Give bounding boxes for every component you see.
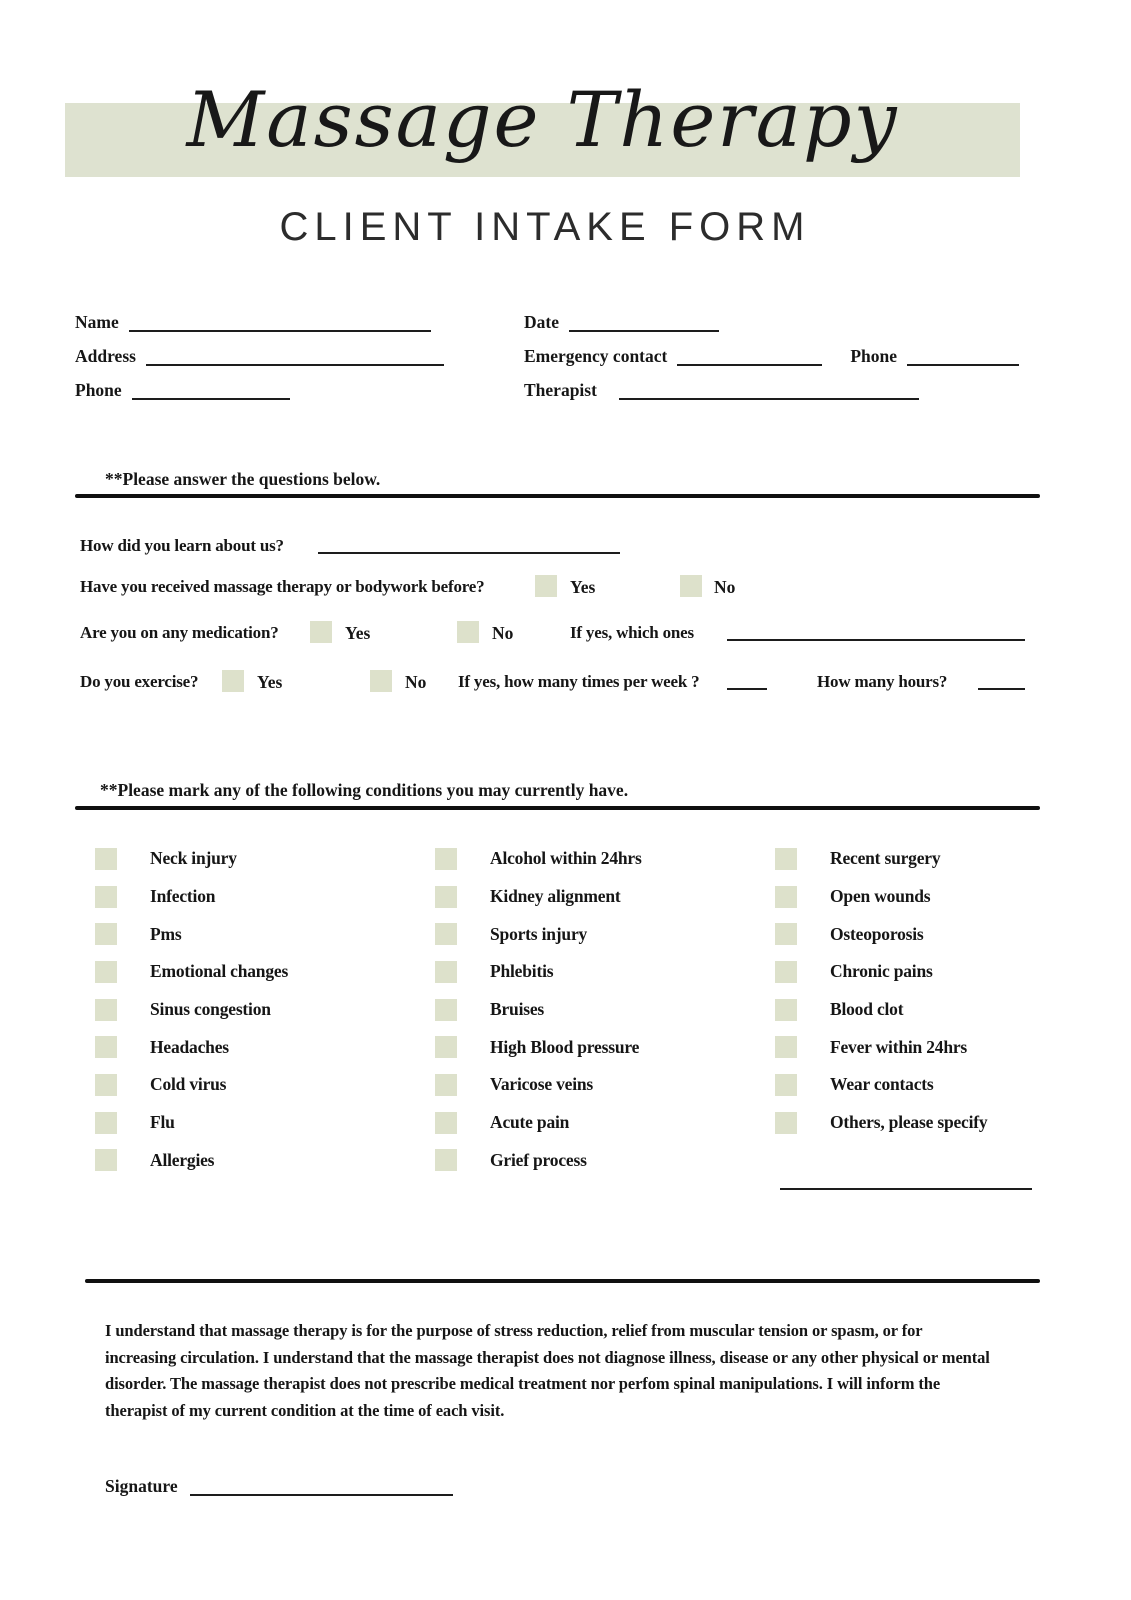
condition-item xyxy=(775,1028,987,1066)
condition-checkbox[interactable] xyxy=(95,923,117,945)
signature-line[interactable] xyxy=(190,1477,453,1496)
condition-label: Open wounds xyxy=(830,886,931,907)
question-exercise-row xyxy=(0,672,1131,698)
name-label: Name xyxy=(75,312,119,332)
condition-label: Infection xyxy=(150,886,216,907)
conditions-column-1 xyxy=(95,840,288,1179)
condition-label: Varicose veins xyxy=(490,1074,594,1095)
address-label: Address xyxy=(75,346,136,366)
exercise-yes-checkbox[interactable] xyxy=(222,670,244,692)
condition-item xyxy=(435,915,642,953)
condition-item xyxy=(775,878,987,916)
question-medication-row xyxy=(0,623,1131,649)
signature-row xyxy=(105,1474,453,1496)
section-divider xyxy=(75,806,1040,810)
condition-label: Allergies xyxy=(150,1149,215,1170)
phone-field-line[interactable] xyxy=(132,381,290,400)
condition-checkbox[interactable] xyxy=(435,999,457,1021)
form-subtitle: CLIENT INTAKE FORM xyxy=(279,205,811,249)
exercise-hours-label: How many hours? xyxy=(817,672,948,691)
emergency-phone-field-line[interactable] xyxy=(907,347,1019,366)
emergency-contact-field-row xyxy=(524,344,1019,366)
emergency-contact-label: Emergency contact xyxy=(524,346,668,366)
condition-checkbox[interactable] xyxy=(95,999,117,1021)
condition-label: Chronic pains xyxy=(830,961,933,982)
exercise-times-line[interactable] xyxy=(727,672,767,690)
question-received-label: Have you received massage therapy or bodywork before? xyxy=(80,577,485,596)
section-divider xyxy=(85,1279,1040,1283)
medication-no-label: No xyxy=(492,623,514,643)
condition-checkbox[interactable] xyxy=(435,1149,457,1171)
condition-label: Osteoporosis xyxy=(830,923,924,944)
condition-item xyxy=(95,1028,288,1066)
received-yes-label: Yes xyxy=(570,577,596,597)
condition-item xyxy=(435,953,642,991)
condition-checkbox[interactable] xyxy=(775,848,797,870)
condition-checkbox[interactable] xyxy=(95,886,117,908)
condition-label: Sinus congestion xyxy=(150,999,271,1020)
condition-item xyxy=(95,840,288,878)
question-medication-label: Are you on any medication? xyxy=(80,623,279,642)
phone-label: Phone xyxy=(75,380,122,400)
exercise-yes-label: Yes xyxy=(257,672,283,692)
condition-checkbox[interactable] xyxy=(435,848,457,870)
condition-item xyxy=(435,1104,642,1142)
condition-checkbox[interactable] xyxy=(775,1112,797,1134)
condition-checkbox[interactable] xyxy=(775,923,797,945)
date-field-row xyxy=(524,310,719,332)
condition-item xyxy=(435,1066,642,1104)
question-received-row xyxy=(0,577,1131,603)
received-no-checkbox[interactable] xyxy=(680,575,702,597)
condition-label: Phlebitis xyxy=(490,961,554,982)
condition-label: Alcohol within 24hrs xyxy=(490,848,642,869)
date-field-line[interactable] xyxy=(569,313,719,332)
condition-label: Pms xyxy=(150,923,182,944)
medication-yes-checkbox[interactable] xyxy=(310,621,332,643)
condition-item xyxy=(95,878,288,916)
name-field-row xyxy=(75,310,431,332)
conditions-column-2 xyxy=(435,840,642,1179)
condition-label: Bruises xyxy=(490,999,545,1020)
condition-label: Grief process xyxy=(490,1149,587,1170)
condition-checkbox[interactable] xyxy=(95,1036,117,1058)
emergency-phone-label: Phone xyxy=(850,346,898,366)
questions-section-note: **Please answer the questions below. xyxy=(105,469,381,489)
date-label: Date xyxy=(524,312,559,332)
condition-checkbox[interactable] xyxy=(435,1036,457,1058)
signature-label: Signature xyxy=(105,1476,178,1496)
condition-checkbox[interactable] xyxy=(435,1112,457,1134)
condition-label: Fever within 24hrs xyxy=(830,1036,968,1057)
condition-item xyxy=(95,915,288,953)
disclaimer-paragraph: I understand that massage therapy is for the purpose of stress reduction, relief from muscular tension or spasm, or for increasing circulation. I understand that the massage therapist does not diagnose illness, disease or any other physical or mental disorder. The massage therapist does not prescribe medical treatment nor perfom spinal manipulations. I will inform the therapist of my current condition at the time of each visit. xyxy=(105,1321,990,1420)
exercise-times-label: If yes, how many times per week ? xyxy=(458,672,700,691)
condition-checkbox[interactable] xyxy=(95,1149,117,1171)
condition-label: Flu xyxy=(150,1112,175,1133)
form-title-script: Massage Therapy xyxy=(186,75,899,164)
name-field-line[interactable] xyxy=(129,313,431,332)
condition-checkbox[interactable] xyxy=(775,1036,797,1058)
condition-checkbox[interactable] xyxy=(435,886,457,908)
condition-checkbox[interactable] xyxy=(435,923,457,945)
others-specify-line[interactable] xyxy=(780,1172,1032,1190)
address-field-row xyxy=(75,344,444,366)
exercise-no-checkbox[interactable] xyxy=(370,670,392,692)
condition-item xyxy=(775,953,987,991)
condition-item xyxy=(435,1142,642,1180)
condition-label: Recent surgery xyxy=(830,848,941,869)
emergency-contact-field-line[interactable] xyxy=(677,347,822,366)
condition-item xyxy=(775,991,987,1029)
condition-label: Cold virus xyxy=(150,1074,227,1095)
condition-item xyxy=(775,1066,987,1104)
received-no-label: No xyxy=(714,577,736,597)
condition-item xyxy=(435,991,642,1029)
condition-item xyxy=(95,1066,288,1104)
condition-label: Headaches xyxy=(150,1036,229,1057)
condition-item xyxy=(435,1028,642,1066)
medication-no-checkbox[interactable] xyxy=(457,621,479,643)
condition-item xyxy=(95,953,288,991)
condition-label: Sports injury xyxy=(490,923,588,944)
condition-checkbox[interactable] xyxy=(95,1112,117,1134)
condition-label: Blood clot xyxy=(830,999,904,1020)
condition-label: High Blood pressure xyxy=(490,1036,640,1057)
condition-item xyxy=(95,1104,288,1142)
question-learn-row xyxy=(0,536,1131,562)
therapist-field-line[interactable] xyxy=(619,381,919,400)
condition-label: Others, please specify xyxy=(830,1112,988,1133)
conditions-section-note: **Please mark any of the following conditions you may currently have. xyxy=(100,780,629,800)
question-exercise-label: Do you exercise? xyxy=(80,672,199,691)
condition-label: Neck injury xyxy=(150,848,237,869)
exercise-no-label: No xyxy=(405,672,427,692)
condition-label: Kidney alignment xyxy=(490,886,621,907)
condition-item xyxy=(775,1104,987,1142)
condition-checkbox[interactable] xyxy=(95,848,117,870)
condition-item xyxy=(435,840,642,878)
section-divider xyxy=(75,494,1040,498)
condition-checkbox[interactable] xyxy=(775,1074,797,1096)
condition-item xyxy=(775,915,987,953)
therapist-field-row xyxy=(524,378,919,400)
phone-field-row xyxy=(75,378,290,400)
condition-label: Emotional changes xyxy=(150,961,289,982)
condition-label: Acute pain xyxy=(490,1112,570,1133)
condition-checkbox[interactable] xyxy=(775,999,797,1021)
condition-item xyxy=(95,1142,288,1180)
condition-checkbox[interactable] xyxy=(435,1074,457,1096)
address-field-line[interactable] xyxy=(146,347,444,366)
therapist-label: Therapist xyxy=(524,380,597,400)
conditions-column-3 xyxy=(775,840,987,1142)
question-learn-label: How did you learn about us? xyxy=(80,536,284,555)
medication-answer-line[interactable] xyxy=(727,623,1025,641)
condition-checkbox[interactable] xyxy=(95,961,117,983)
condition-checkbox[interactable] xyxy=(775,886,797,908)
exercise-hours-line[interactable] xyxy=(978,672,1025,690)
condition-checkbox[interactable] xyxy=(435,961,457,983)
condition-item xyxy=(435,878,642,916)
received-yes-checkbox[interactable] xyxy=(535,575,557,597)
condition-item xyxy=(775,840,987,878)
medication-followup-label: If yes, which ones xyxy=(570,623,694,642)
condition-item xyxy=(95,991,288,1029)
condition-checkbox[interactable] xyxy=(95,1074,117,1096)
condition-label: Wear contacts xyxy=(830,1074,934,1095)
condition-checkbox[interactable] xyxy=(775,961,797,983)
medication-yes-label: Yes xyxy=(345,623,371,643)
learn-answer-line[interactable] xyxy=(318,536,620,554)
